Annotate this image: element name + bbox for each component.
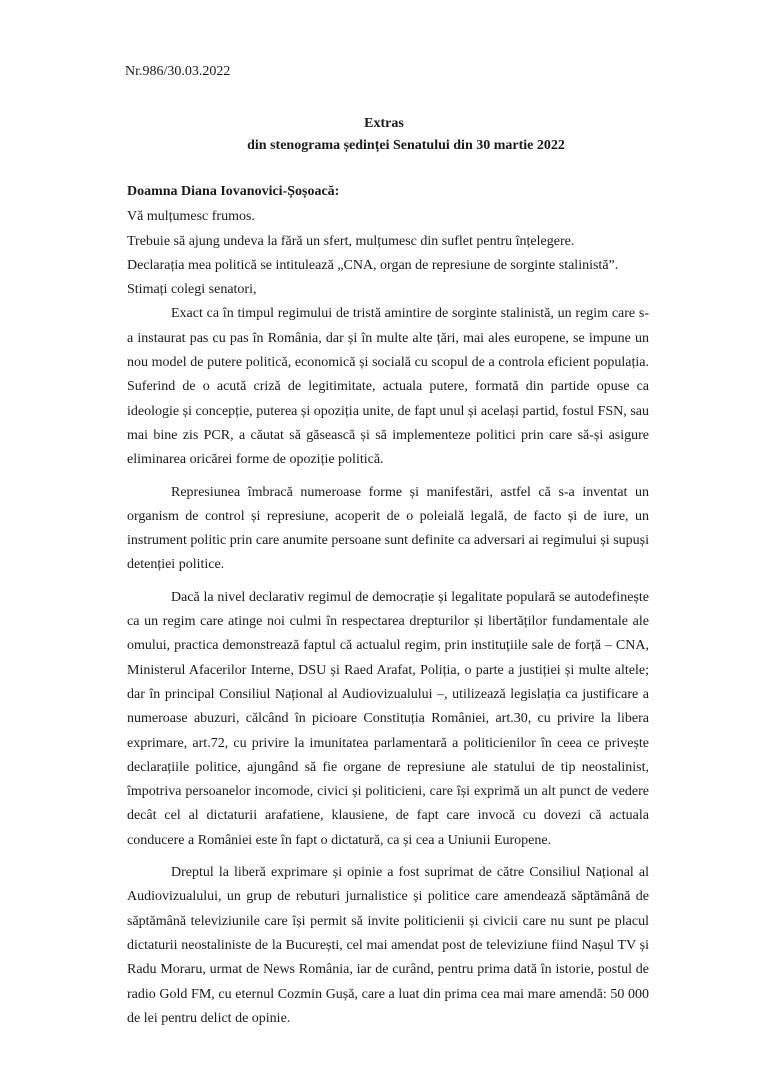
speaker-name: Doamna Diana Iovanovici-Șoșoacă: xyxy=(127,184,340,199)
transcript-line: Vă mulțumesc frumos. xyxy=(127,209,255,225)
transcript-line: Declarația mea politică se intitulează „CNA, organ de represiune de sorginte stalinistă”. xyxy=(127,257,619,273)
paragraph: Exact ca în timpul regimului de tristă amintire de sorginte stalinistă, un regim care s-a instaurat pas cu pas în România, dar și în multe alte țări, mai ales europene, se impune un nou model de putere politică, economică și socială cu scopul de a controla eficient populația. Suferind de o acută criză de legitimitate, actuala putere, formată din partide opuse ca ideologie și concepție, puterea și opoziția unite, de fapt unul și același partid, fostul FSN, sau mai bine zis PCR, a căutat să găsească și să implementeze politici prin care să-și asigure eliminarea oricărei forme de opoziție politică. xyxy=(127,306,649,468)
document-subtitle: din stenograma ședinței Senatului din 30 martie 2022 xyxy=(247,138,565,153)
transcript-line: Stimați colegi senatori, xyxy=(127,282,257,298)
paragraph: Dreptul la liberă exprimare și opinie a fost suprimat de către Consiliul Național al Audiovizualului, un grup de rebuturi jurnalistice și politice care amendează săptămână de săptămână televiziunile care își permit să invite politicienii și civicii care nu sunt pe placul dictaturii neostaliniste de la București, cel mai amendat post de televiziune fiind Nașul TV și Radu Moraru, urmat de News România, iar de curând, pentru prima dată în istorie, postul de radio Gold FM, cu eternul Cozmin Gușă, care a luat din prima cea mai mare amendă: 50 000 de lei pentru delict de opinie. xyxy=(127,865,649,1026)
paragraph: Represiunea îmbracă numeroase forme și manifestări, astfel că s-a inventat un organism de control și represiune, acoperit de o poleială legală, de facto și de iure, un instrument politic prin care anumite persoane sunt definite ca adversari ai regimului și supuși detenției politice. xyxy=(127,484,649,573)
document-number: Nr.986/30.03.2022 xyxy=(125,64,231,79)
transcript-body xyxy=(127,180,649,1031)
transcript-line: Trebuie să ajung undeva la fără un sfert, mulțumesc din suflet pentru înțelegere. xyxy=(127,233,575,249)
document-title: Extras xyxy=(364,116,404,131)
paragraph: Dacă la nivel declarativ regimul de democrație și legalitate populară se autodefinește ca un regim care atinge noi culmi în respectarea drepturilor și libertăților fundamentale ale omului, practica demonstrează faptul că actualul regim, prin instituțiile sale de forță – CNA, Ministerul Afacerilor Interne, DSU și Raed Arafat, Poliția, o parte a justiției și multe altele; dar în principal Consiliul Național al Audiovizualului –, utilizează legislația ca justificare a numeroase abuzuri, călcând în picioare Constituția României, art.30, cu privire la libera exprimare, art.72, cu privire la imunitatea parlamentară a politicienilor în ceea ce privește declarațiile politice, ajungând să fie organe de represiune ale statului de tip neostalinist, împotriva persoanelor incomode, civici și politicieni, care își exprimă un alt punct de vedere decât cel al dictaturii arafatiene, klausiene, de fapt care invocă cu dovezi că actuala conducere a României este în fapt o dictatură, ca și cea a Uniunii Europene. xyxy=(127,589,649,848)
